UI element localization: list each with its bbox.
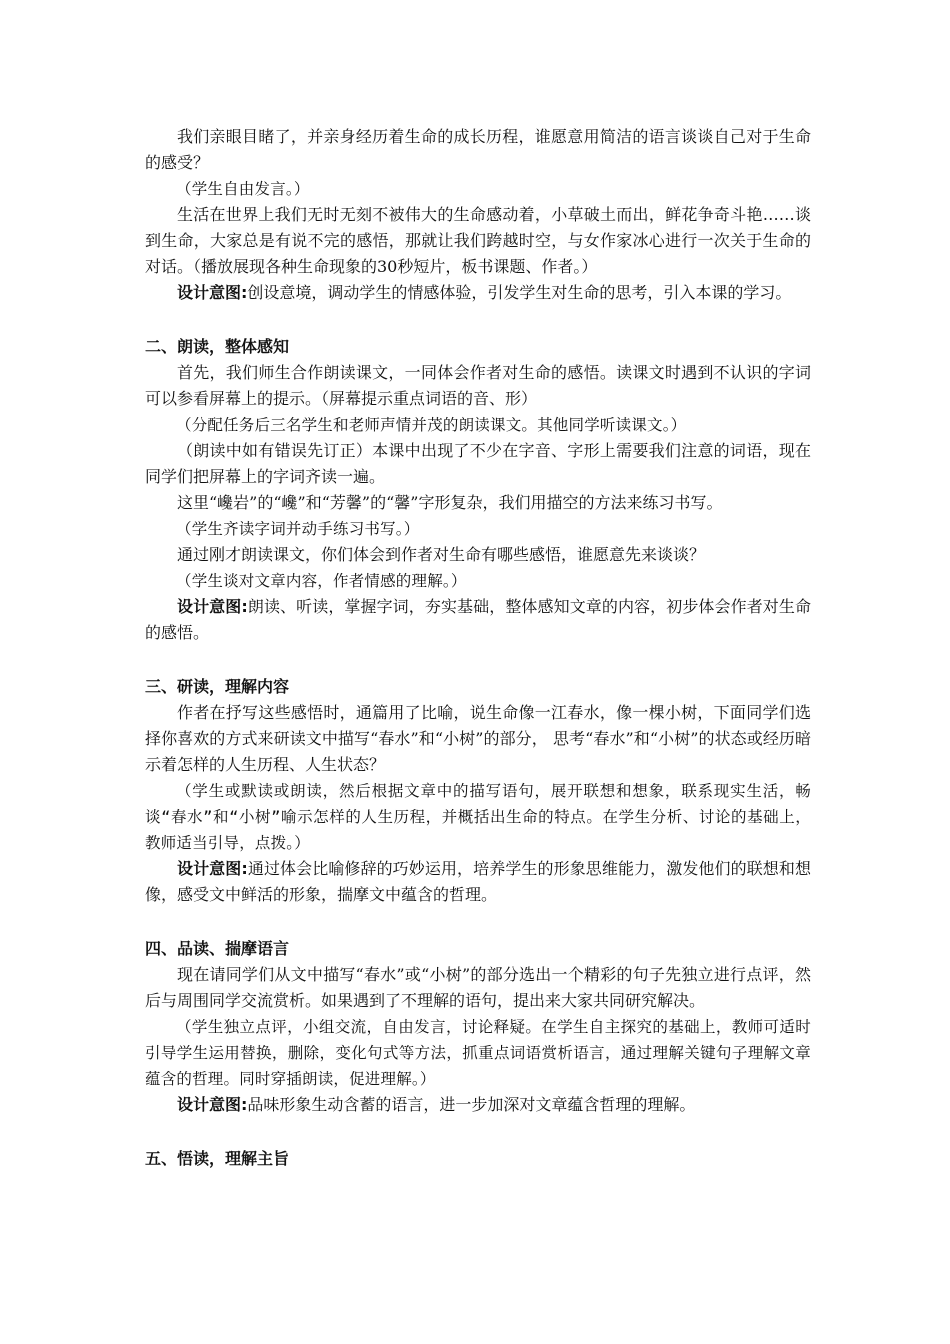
- section3-note-1: （学生或默读或朗读，然后根据文章中的描写语句，展开联想和想象，联系现实生活，畅谈“春水”和“小树”喻示怎样的人生历程，并概括出生命的特点。在学生分析、讨论的基础上，教师适当引导，点拨。）: [145, 782, 811, 852]
- section2-design-intent: [145, 594, 811, 646]
- design-intent-label: 设计意图:: [177, 1095, 248, 1114]
- section-gap: [145, 306, 811, 334]
- design-intent-text: 通过体会比喻修辞的巧妙运用，培养学生的形象思维能力，激发他们的联想和想像，感受文中鲜活的形象，揣摩文中蕴含的哲理。: [145, 859, 811, 904]
- section2-paragraph-4: 通过刚才朗读课文，你们体会到作者对生命有哪些感悟，谁愿意先来谈谈？: [177, 545, 706, 564]
- section-gap: [145, 908, 811, 936]
- design-intent-text: 品味形象生动含蓄的语言，进一步加深对文章蕴含哲理的理解。: [247, 1095, 696, 1114]
- design-intent-text: 创设意境，调动学生的情感体验，引发学生对生命的思考，引入本课的学习。: [247, 283, 792, 302]
- section4-note-1: （学生独立点评，小组交流，自由发言，讨论释疑。在学生自主探究的基础上，教师可适时引导学生运用替换，删除，变化句式等方法，抓重点词语赏析语言，通过理解关键句子理解文章蕴含的哲理。同时穿插朗读，促进理解。）: [145, 1018, 811, 1088]
- section3-design-intent: [145, 856, 811, 908]
- lesson-plan-page: [145, 124, 811, 1172]
- intro-paragraph-1: 我们亲眼目睹了，并亲身经历着生命的成长历程，谁愿意用简洁的语言谈谈自己对于生命的感受？: [145, 127, 811, 172]
- section2-note-3: （学生谈对文章内容，作者情感的理解。）: [176, 572, 467, 590]
- section-gap: [145, 1118, 811, 1146]
- section-heading-5: 五、悟读，理解主旨: [145, 1149, 290, 1168]
- design-intent-label: 设计意图:: [177, 283, 248, 302]
- section4-design-intent: [145, 1092, 811, 1118]
- section2-paragraph-3: 这里“巉岩”的“巉”和“芳馨”的“馨”字形复杂，我们用描空的方法来练习书写。: [177, 493, 723, 512]
- intro-note-1: （学生自由发言。）: [176, 180, 310, 198]
- section2-note-2: （学生齐读字词并动手练习书写。）: [176, 520, 420, 538]
- section4-paragraph-1: 现在请同学们从文中描写“春水”或“小树”的部分选出一个精彩的句子先独立进行点评，然后与周围同学交流赏析。如果遇到了不理解的语句，提出来大家共同研究解决。: [145, 965, 811, 1010]
- intro-paragraph-2: 生活在世界上我们无时无刻不被伟大的生命感动着，小草破土而出，鲜花争奇斗艳……谈到生命，大家总是有说不完的感悟，那就让我们跨越时空，与女作家冰心进行一次关于生命的对话。（播放展现各种生命现象的30秒短片，板书课题、作者。）: [145, 205, 811, 276]
- section-heading-3: 三、研读，理解内容: [145, 677, 290, 696]
- section3-paragraph-1: 作者在抒写这些感悟时，通篇用了比喻，说生命像一江春水，像一棵小树，下面同学们选择你喜欢的方式来研读文中描写“春水”和“小树”的部分， 思考“春水”和“小树”的状态或经历暗示着怎样的人生历程、人生状态？: [145, 703, 811, 774]
- section-gap: [145, 646, 811, 674]
- design-intent-text: 朗读、听读，掌握字词，夯实基础，整体感知文章的内容，初步体会作者对生命的感悟。: [145, 597, 811, 642]
- section2-paragraph-2: （朗读中如有错误先订正）本课中出现了不少在字音、字形上需要我们注意的词语，现在同学们把屏幕上的字词齐读一遍。: [145, 441, 811, 486]
- design-intent-label: 设计意图:: [177, 597, 248, 616]
- section-heading-4: 四、品读、揣摩语言: [145, 939, 290, 958]
- design-intent-label: 设计意图:: [177, 859, 248, 878]
- section-heading-2: 二、朗读，整体感知: [145, 337, 290, 356]
- section2-paragraph-1: 首先，我们师生合作朗读课文，一同体会作者对生命的感悟。读课文时遇到不认识的字词可以参看屏幕上的提示。（屏幕提示重点词语的音、形）: [145, 363, 811, 408]
- intro-design-intent: [145, 280, 811, 306]
- section2-note-1: （分配任务后三名学生和老师声情并茂的朗读课文。其他同学听读课文。）: [176, 416, 687, 434]
